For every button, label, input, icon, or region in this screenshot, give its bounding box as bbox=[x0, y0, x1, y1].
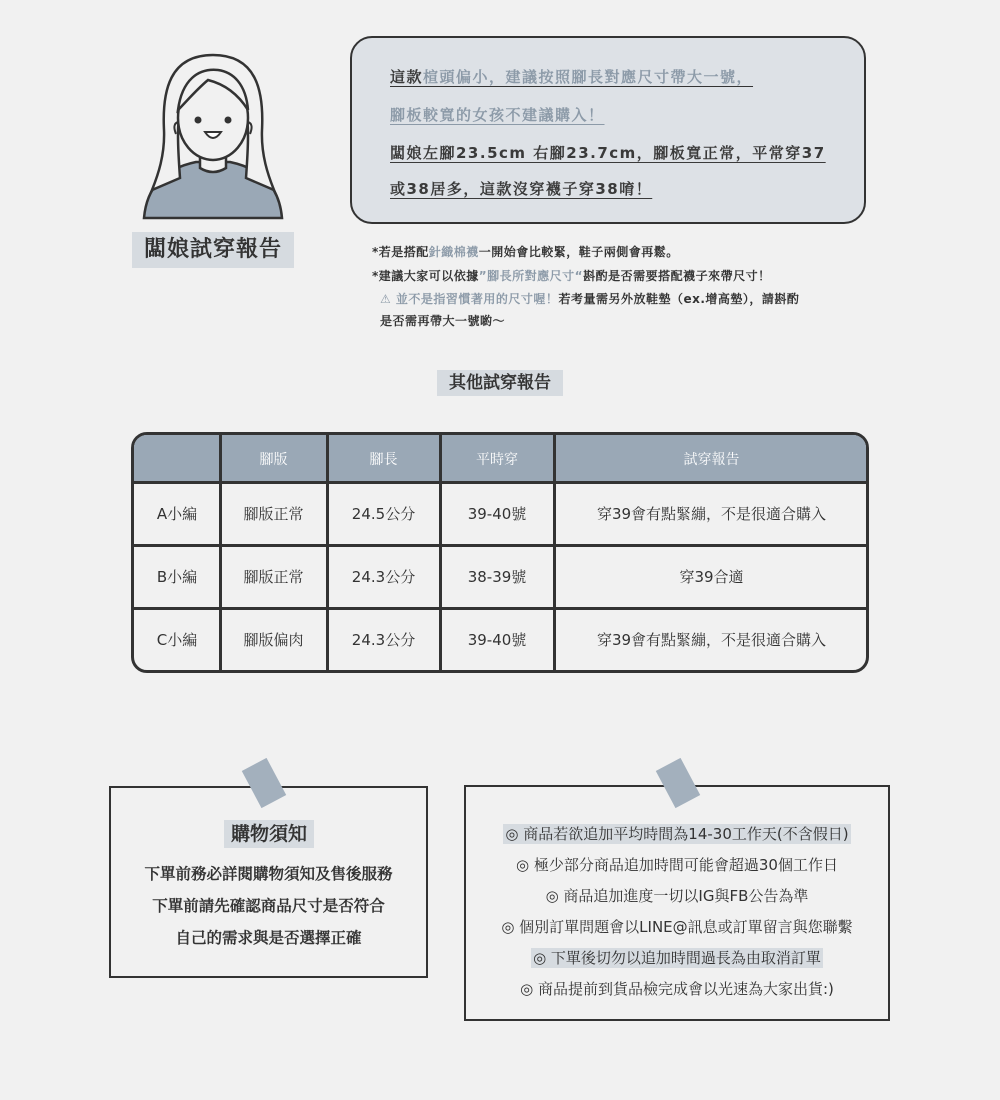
table-cell: 39-40號 bbox=[467, 630, 527, 649]
table-cell: 腳版正常 bbox=[243, 505, 304, 523]
other-report-title: 其他試穿報告 bbox=[437, 370, 563, 396]
table-header: 腳版 bbox=[220, 435, 327, 482]
info-line: ◎ 下單後切勿以追加時間過長為由取消訂單 bbox=[533, 949, 821, 967]
table-divider bbox=[134, 607, 866, 610]
purchase-line: 下單前務必詳閱購物須知及售後服務 bbox=[144, 865, 393, 883]
table-cell: 24.3公分 bbox=[351, 630, 416, 649]
table-header-empty bbox=[134, 435, 220, 482]
table-divider bbox=[439, 435, 442, 670]
table-divider bbox=[134, 481, 866, 484]
table-header: 平時穿 bbox=[440, 435, 554, 482]
table-cell: 腳版偏肉 bbox=[243, 630, 304, 649]
table-cell: 24.5公分 bbox=[351, 505, 416, 523]
purchase-line: 自己的需求與是否選擇正確 bbox=[175, 929, 362, 947]
note-sock: *若是搭配針織棉襪一開始會比較緊，鞋子兩側會再鬆。 bbox=[372, 245, 679, 259]
note-warning-cont: 是否需再帶大一號喲～ bbox=[380, 314, 506, 328]
table-cell: 38-39號 bbox=[467, 568, 527, 586]
shipping-info-box bbox=[464, 785, 890, 1021]
info-line: ◎ 個別訂單問題會以LINE@訊息或訂單留言與您聯繫 bbox=[501, 918, 853, 936]
note-line-3: 闆娘左腳23.5cm 右腳23.7cm，腳板寬正常，平常穿37 bbox=[390, 144, 826, 162]
info-line: ◎ 極少部分商品追加時間可能會超過30個工作日 bbox=[516, 856, 838, 874]
table-header: 試穿報告 bbox=[554, 435, 869, 482]
warning-icon: ⚠ 並不是指習慣著用的尺寸喔！ bbox=[380, 292, 559, 306]
table-cell: 穿39合適 bbox=[679, 568, 744, 586]
table-cell: B小編 bbox=[156, 568, 198, 586]
size-note-box bbox=[350, 36, 866, 224]
purchase-notice-box bbox=[109, 786, 428, 978]
note-line-4: 或38居多，這款沒穿襪子穿38唷！ bbox=[390, 180, 653, 198]
table-cell: 穿39會有點緊繃，不是很適合購入 bbox=[596, 505, 827, 523]
table-divider bbox=[326, 435, 329, 670]
table-cell: 24.3公分 bbox=[351, 568, 416, 586]
table-header: 腳長 bbox=[327, 435, 440, 482]
note-warning: ⚠ 並不是指習慣著用的尺寸喔！若考量需另外放鞋墊（ex.增高墊），請斟酌 bbox=[380, 292, 800, 306]
note-size-advice: *建議大家可以依據”腳長所對應尺寸“斟酌是否需要搭配襪子來帶尺寸！ bbox=[372, 269, 771, 283]
table-cell: 39-40號 bbox=[467, 505, 527, 523]
purchase-line: 下單前請先確認商品尺寸是否符合 bbox=[152, 897, 385, 915]
note-line-2: 腳板較寬的女孩不建議購入！ bbox=[390, 106, 605, 124]
table-divider bbox=[553, 435, 556, 670]
woman-avatar-icon bbox=[138, 50, 288, 222]
info-line: ◎ 商品若欲追加平均時間為14-30工作天(不含假日) bbox=[505, 825, 849, 843]
boss-report-title: 闆娘試穿報告 bbox=[132, 232, 294, 268]
table-cell: 穿39會有點緊繃，不是很適合購入 bbox=[596, 630, 827, 649]
table-divider bbox=[134, 544, 866, 547]
info-line: ◎ 商品提前到貨品檢完成會以光速為大家出貨:) bbox=[520, 980, 834, 998]
note-line-1: 這款楦頭偏小，建議按照腳長對應尺寸帶大一號， bbox=[390, 68, 754, 86]
purchase-notice-title: 購物須知 bbox=[224, 820, 314, 848]
table-cell: C小編 bbox=[156, 630, 198, 649]
table-divider bbox=[219, 435, 222, 670]
table-cell: A小編 bbox=[156, 505, 198, 523]
info-line: ◎ 商品追加進度一切以IG與FB公告為準 bbox=[545, 887, 809, 905]
fitting-report-table bbox=[131, 432, 869, 673]
table-cell: 腳版正常 bbox=[243, 568, 304, 586]
